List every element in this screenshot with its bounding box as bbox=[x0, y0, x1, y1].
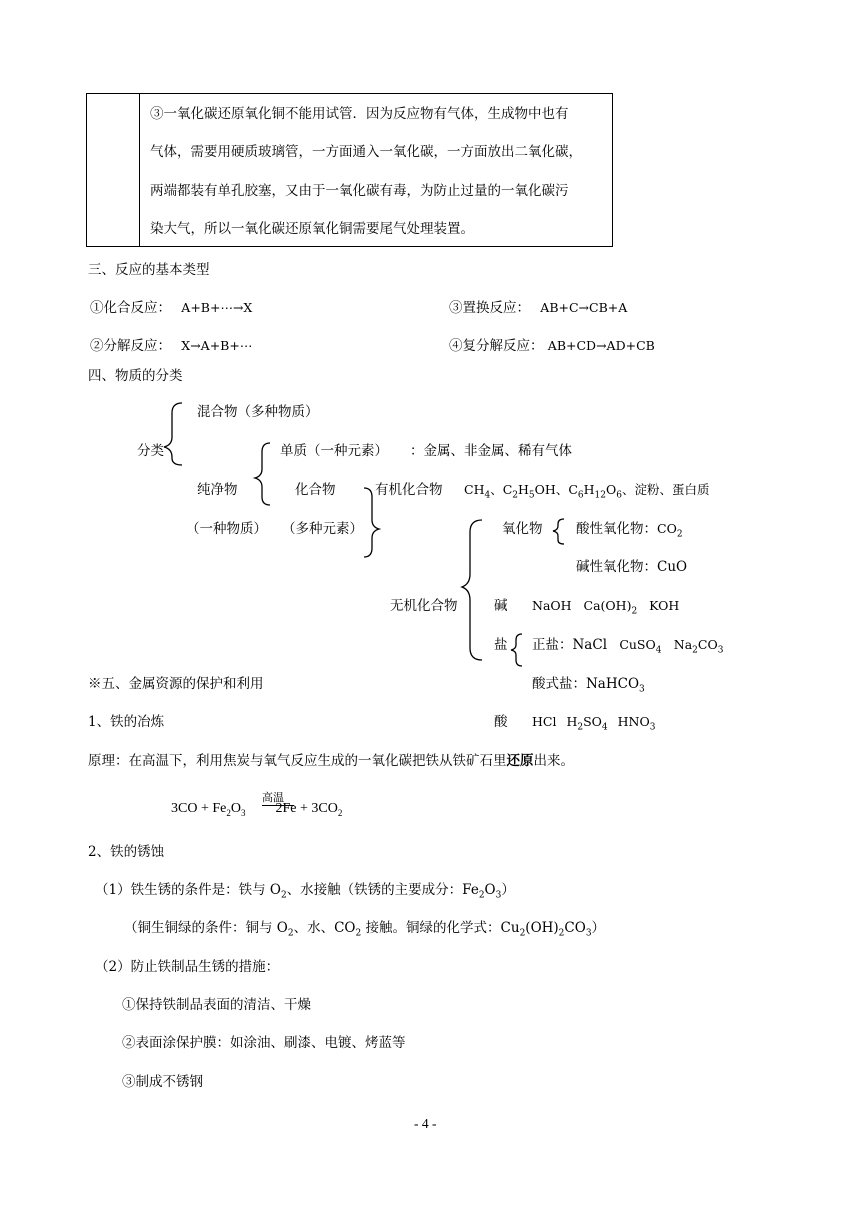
salt-na2co3-co: CO bbox=[697, 637, 718, 652]
acid-label: 酸 bbox=[494, 714, 508, 730]
organic-rest: 、淀粉、蛋白质 bbox=[621, 482, 710, 497]
smelting-principle bbox=[88, 753, 574, 769]
reaction-right: 2Fe + 3CO bbox=[275, 801, 338, 816]
table-note-line-1: ③一氧化碳还原氧化铜不能用试管．因为反应物有气体，生成物中也有 bbox=[150, 106, 569, 122]
principle-end: 出来。 bbox=[533, 753, 574, 769]
organic-glucose-sub-h: 12 bbox=[594, 490, 606, 501]
compound-label: 化合物 bbox=[295, 482, 336, 498]
principle-bold: 还原 bbox=[506, 753, 534, 769]
measure-3: ③制成不锈钢 bbox=[122, 1074, 203, 1090]
organic-glucose-h: H bbox=[583, 482, 595, 497]
acid-salt-sub: 3 bbox=[639, 684, 645, 695]
rust-cond-b: 、水接触（铁锈的主要成分：Fe bbox=[286, 882, 479, 898]
element-label: 单质（一种元素） bbox=[280, 443, 388, 459]
organic-glucose-sub-c: 6 bbox=[577, 490, 584, 501]
double-displacement-label: ④复分解反应： bbox=[449, 338, 544, 354]
compound-note: （多种元素） bbox=[282, 521, 363, 537]
copper-e: CO bbox=[564, 920, 586, 936]
brace-salt bbox=[511, 634, 522, 666]
acid-salt bbox=[532, 676, 645, 695]
principle-text: 原理：在高温下，利用焦炭与氧气反应生成的一氧化碳把铁从铁矿石里 bbox=[88, 753, 507, 769]
acid-salt-label: 酸式盐：NaHCO bbox=[532, 676, 640, 692]
acid-hno3: HNO bbox=[617, 714, 650, 729]
acid-h2so4-sub-h: 2 bbox=[577, 722, 584, 733]
organic-ethanol: 、C bbox=[490, 482, 513, 497]
double-displacement-eq: AB+CD→AD+CB bbox=[547, 338, 655, 353]
organic-glucose-o: O bbox=[605, 482, 617, 497]
acid-hcl: HCl bbox=[532, 714, 557, 729]
normal-salt bbox=[532, 637, 724, 656]
pure-substance-label: 纯净物 bbox=[197, 482, 238, 498]
classify-label: 分类 bbox=[137, 443, 164, 459]
reaction-right-sub: 2 bbox=[337, 807, 343, 818]
reaction-fe-sub: 2 bbox=[226, 807, 231, 818]
displacement-label: ③置换反应： bbox=[449, 300, 530, 316]
salt-na2co3: Na bbox=[673, 637, 693, 652]
salt-cuso4: CuSO bbox=[619, 637, 656, 652]
organic-ch4: CH bbox=[464, 482, 485, 497]
pure-note: （一种物质） bbox=[186, 521, 267, 537]
decomposition-label: ②分解反应： bbox=[90, 338, 171, 354]
copper-b: 、水、CO bbox=[293, 920, 356, 936]
normal-salt-label: 正盐：NaCl bbox=[532, 637, 608, 653]
acid-examples bbox=[532, 714, 656, 733]
organic-examples bbox=[464, 482, 710, 501]
rust-cond-c-sub: 3 bbox=[495, 890, 502, 901]
smelting-title: 1、铁的冶炼 bbox=[88, 714, 165, 730]
displacement-eq: AB+C→CB+A bbox=[540, 300, 628, 315]
copper-c-sub: 2 bbox=[519, 928, 526, 939]
base-koh: KOH bbox=[649, 598, 680, 613]
acid-h2so4-so: SO bbox=[583, 714, 602, 729]
rust-conditions bbox=[95, 882, 515, 901]
reaction-equation bbox=[171, 801, 342, 818]
copper-c: 接触。铜绿的化学式：Cu bbox=[361, 920, 520, 936]
copper-d: (OH) bbox=[525, 920, 559, 936]
base-caoh-sub: 2 bbox=[631, 606, 638, 617]
reaction-o: O bbox=[230, 801, 241, 816]
acidic-oxide-example-sub: 2 bbox=[676, 529, 683, 540]
inorganic-compound-label: 无机化合物 bbox=[390, 598, 458, 614]
organic-ch4-sub: 4 bbox=[484, 490, 491, 501]
section-3-title: 三、反应的基本类型 bbox=[88, 262, 210, 278]
oxide-label: 氧化物 bbox=[502, 521, 543, 537]
table-note-line-4: 染大气，所以一氧化碳还原氧化铜需要尾气处理装置。 bbox=[150, 221, 474, 237]
organic-ethanol-oh: OH bbox=[534, 482, 556, 497]
copper-a: （铜生铜绿的条件：铜与 O bbox=[124, 920, 288, 936]
table-note-line-2: 气体，需要用硬质玻璃管，一方面通入一氧化碳，一方面放出二氧化碳， bbox=[150, 144, 582, 160]
organic-glucose-sub-o: 6 bbox=[616, 490, 622, 501]
rust-cond-c: O bbox=[484, 882, 496, 898]
basic-oxide: 碱性氧化物：CuO bbox=[576, 559, 688, 575]
copper-b-sub: 2 bbox=[355, 928, 362, 939]
section-5-title: ※五、金属资源的保护和利用 bbox=[88, 676, 264, 692]
reaction-o-sub: 3 bbox=[240, 807, 246, 818]
rust-cond-d: ） bbox=[501, 882, 515, 898]
copper-a-sub: 2 bbox=[287, 928, 294, 939]
combination-label: ①化合反应： bbox=[90, 300, 171, 316]
acidic-oxide-label: 酸性氧化物： bbox=[576, 521, 657, 537]
base-label: 碱 bbox=[494, 598, 508, 614]
reaction-left: 3CO + Fe bbox=[171, 801, 227, 816]
copper-e-sub: 3 bbox=[585, 928, 592, 939]
organic-glucose: 、C bbox=[555, 482, 578, 497]
combination-eq: A+B+⋯→X bbox=[181, 300, 253, 315]
brace-compound bbox=[364, 488, 379, 557]
organic-ethanol-sub-h: 5 bbox=[528, 490, 535, 501]
brace-pure bbox=[255, 443, 270, 505]
mixture-label: 混合物（多种物质） bbox=[197, 404, 319, 420]
organic-ethanol-sub-c: 2 bbox=[512, 490, 519, 501]
copper-verdigris bbox=[124, 920, 606, 939]
copper-d-sub: 2 bbox=[558, 928, 565, 939]
brace-classify bbox=[164, 403, 182, 465]
section-4-title: 四、物质的分类 bbox=[88, 368, 183, 384]
decomposition-eq: X→A+B+⋯ bbox=[181, 338, 253, 353]
base-caoh: Ca(OH) bbox=[583, 598, 632, 613]
organic-ethanol-h: H bbox=[518, 482, 529, 497]
page-number: - 4 - bbox=[414, 1116, 437, 1131]
rust-title: 2、铁的锈蚀 bbox=[88, 844, 165, 860]
prevent-title: （2）防止铁制品生锈的措施： bbox=[95, 959, 280, 975]
salt-cuso4-sub: 4 bbox=[655, 645, 662, 656]
acidic-oxide bbox=[576, 521, 683, 540]
measure-1: ①保持铁制品表面的清洁、干燥 bbox=[122, 997, 311, 1013]
salt-na2co3-sub-na: 2 bbox=[692, 645, 698, 656]
brace-inorganic bbox=[462, 520, 482, 660]
acid-hno3-sub: 3 bbox=[649, 722, 656, 733]
reaction-condition: 高温 bbox=[262, 791, 284, 804]
brace-oxide bbox=[553, 519, 564, 544]
element-examples: ：金属、非金属、稀有气体 bbox=[410, 443, 572, 459]
measure-2: ②表面涂保护膜：如涂油、刷漆、电镀、烤蓝等 bbox=[122, 1035, 406, 1051]
acidic-oxide-example: CO bbox=[657, 521, 677, 536]
rust-cond-a-sub: 2 bbox=[280, 890, 287, 901]
organic-compound-label: 有机化合物 bbox=[375, 482, 443, 498]
base-examples bbox=[532, 598, 680, 617]
rust-cond-b-sub: 2 bbox=[478, 890, 485, 901]
rust-cond-a: （1）铁生锈的条件是：铁与 O bbox=[95, 882, 281, 898]
acid-h2so4-sub-o: 4 bbox=[601, 722, 608, 733]
copper-f: ） bbox=[591, 920, 606, 936]
acid-h2so4: H bbox=[566, 714, 578, 729]
salt-label: 盐 bbox=[494, 637, 508, 653]
base-naoh: NaOH bbox=[532, 598, 572, 613]
salt-na2co3-sub-o: 3 bbox=[717, 645, 724, 656]
table-note-line-3: 两端都装有单孔胶塞，又由于一氧化碳有毒，为防止过量的一氧化碳污 bbox=[150, 183, 569, 199]
